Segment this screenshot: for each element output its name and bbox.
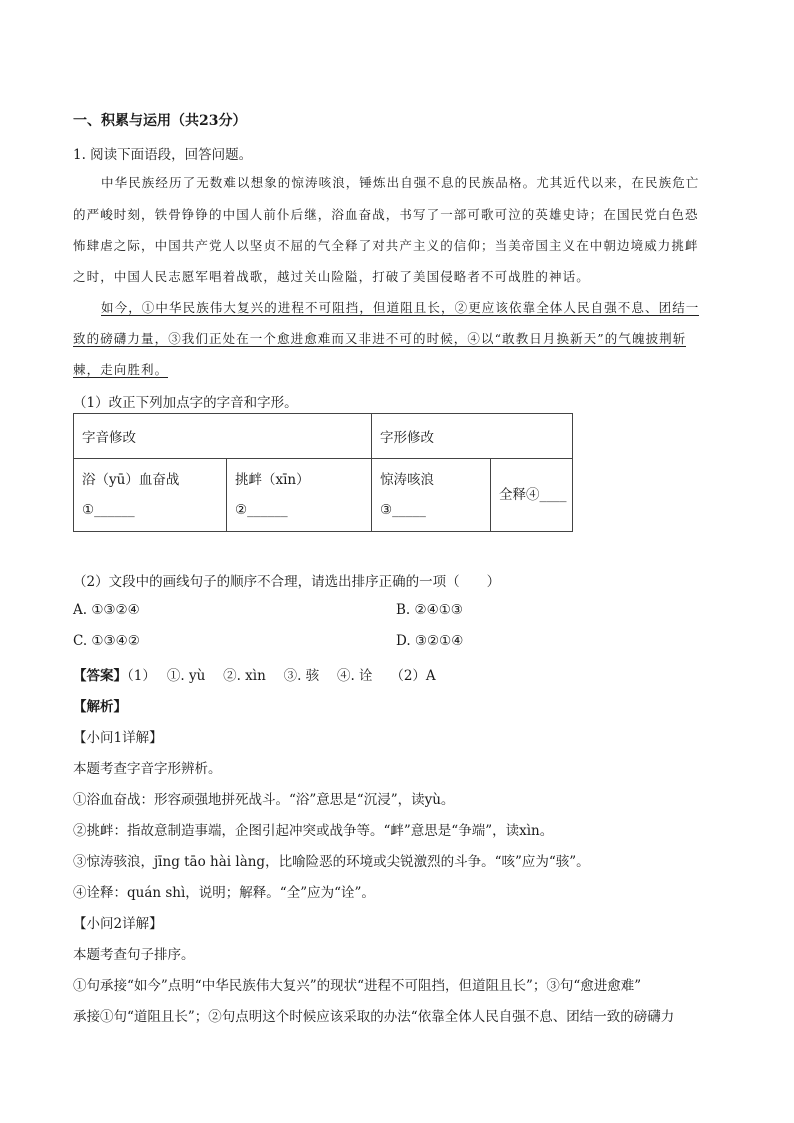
passage-line: 之时，中国人民志愿军唱着战歌，越过关山险隘，打破了美国侵略者不可战胜的神话。 [73, 269, 590, 284]
answer-tag: 【答案】 [73, 668, 127, 684]
table-cell [491, 459, 573, 532]
passage-line: 中华民族经历了无数难以想象的惊涛咳浪，锤炼出自强不息的民族品格。尤其近代以来，在民族危亡 [101, 175, 700, 190]
answer-line [73, 664, 436, 684]
detail-item: ③惊涛骇浪，jīng tāo hài làng，比喻险恶的环境或尖锐激烈的斗争。“咳”应为“骇”。 [73, 854, 590, 870]
detail-2-title: 【小问2详解】 [73, 916, 163, 932]
answer-blank[interactable]: ②______ [235, 502, 288, 518]
detail-2-line: 承接①句“道阻且长”；②句点明这个时候应该采取的办法“依靠全体人民自强不息、团结一致的磅礴力 [73, 1009, 675, 1025]
passage-line: 的严峻时刻，铁骨铮铮的中国人前仆后继，浴血奋战，书写了一部可歌可泣的英雄史诗；在国民党白色恐 [73, 207, 699, 222]
detail-1-title: 【小问1详解】 [73, 730, 163, 746]
table-header-pronunciation: 字音修改 [74, 414, 372, 459]
detail-item: ②挑衅：指故意制造事端，企图引起冲突或战争等。“衅”意思是“争端”，读xìn。 [73, 823, 554, 839]
option-c[interactable]: C. ①③④② [73, 633, 140, 649]
passage-underlined-line: 棘，走向胜利。 [73, 362, 169, 377]
analysis-tag: 【解析】 [73, 699, 127, 715]
passage-underlined-line: 致的磅礴力量，③我们正处在一个愈进愈难而又非进不可的时候，④以“敢教日月换新天”的气魄披荆斩 [73, 331, 687, 346]
answer-blank[interactable]: ③_____ [380, 502, 426, 518]
cell-word: 惊涛咳浪 [380, 472, 434, 488]
table-header-form: 字形修改 [372, 414, 573, 459]
detail-item: ④诠释：quán shì，说明；解释。“全”应为“诠”。 [73, 885, 375, 901]
sub-question-1: （1）改正下列加点字的字音和字形。 [73, 395, 298, 411]
cell-word: 挑衅（xīn） [235, 472, 310, 488]
detail-item: ①浴血奋战：形容顽强地拼死战斗。“浴”意思是“沉浸”，读yù。 [73, 792, 455, 808]
passage-underlined-line: 如今，①中华民族伟大复兴的进程不可阻挡，但道阻且长，②更应该依靠全体人民自强不息、团结一 [101, 300, 700, 315]
answer-blank[interactable]: ①______ [82, 502, 135, 518]
section-heading: 一、积累与运用（共23分） [73, 113, 247, 129]
table-cell [227, 459, 372, 532]
passage-line: 怖肆虐之际，中国共产党人以坚贞不屈的气全释了对共产主义的信仰；当美帝国主义在中朝边境威力挑衅 [73, 238, 699, 253]
option-a[interactable]: A. ①③②④ [73, 602, 140, 618]
sub-question-2: （2）文段中的画线句子的顺序不合理，请选出排序正确的一项（ ） [73, 574, 501, 590]
option-b[interactable]: B. ②④①③ [396, 602, 463, 618]
table-cell [74, 459, 227, 532]
question-stem: 1. 阅读下面语段，回答问题。 [73, 147, 253, 163]
table-cell [372, 459, 491, 532]
cell-word-with-blank[interactable]: 全释④____ [499, 487, 567, 503]
detail-2-intro: 本题考查句子排序。 [73, 947, 195, 963]
detail-1-intro: 本题考查字音字形辨析。 [73, 761, 222, 777]
detail-2-line: ①句承接“如今”点明“中华民族伟大复兴”的现状“进程不可阻挡，但道阻且长”；③句“愈进愈难” [73, 978, 642, 994]
correction-table [73, 413, 573, 532]
cell-word: 浴（yū）血奋战 [82, 472, 180, 488]
answer-text: （1） ①. yù ②. xìn ③. 骇 ④. 诠 （2）A [127, 668, 436, 684]
option-d[interactable]: D. ③②①④ [396, 633, 464, 649]
